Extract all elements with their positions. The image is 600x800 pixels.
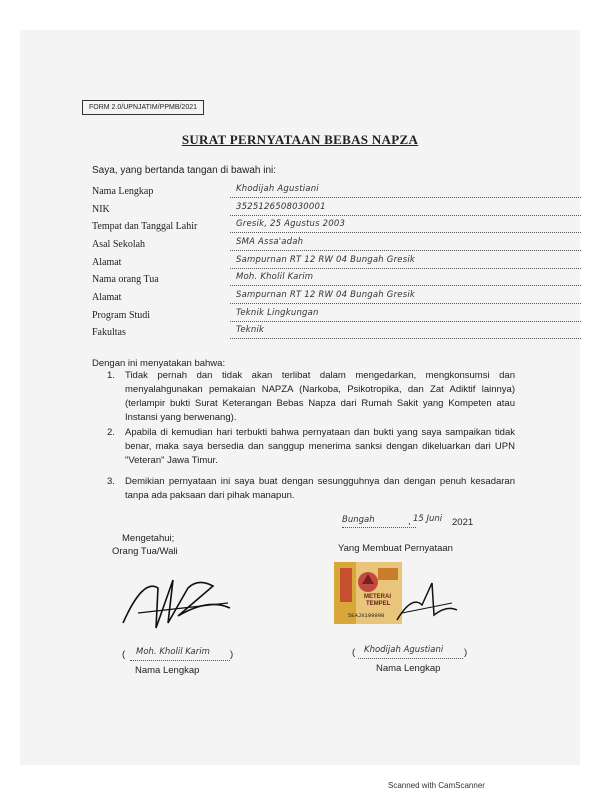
statement-item [107,369,515,425]
field-value: SMA Assa'adah [230,237,581,251]
sign-date: 15 Juni [413,514,443,524]
field-value: Sampurnan RT 12 RW 04 Bungah Gresik [230,255,581,269]
sign-year: 2021 [452,517,474,528]
place-line [342,527,416,528]
field-value: Khodijah Agustiani [230,184,581,198]
field-label: Alamat [92,292,122,303]
field-label: Alamat [92,257,122,268]
field-value: Gresik, 25 Agustus 2003 [230,219,581,233]
field-value: Teknik Lingkungan [230,308,581,322]
field-label: Nama Lengkap [92,186,154,197]
guardian-name-caption: Nama Lengkap [135,665,200,676]
field-label: Nama orang Tua [92,274,159,285]
statement-item [107,426,515,468]
field-label: Tempat dan Tanggal Lahir [92,221,198,232]
statement-intro: Dengan ini menyatakan bahwa: [92,358,226,369]
stamp-text-2: TEMPEL [366,601,391,607]
declarant-signature [392,575,462,630]
field-label: Fakultas [92,327,126,338]
item-number: 1. [107,370,115,381]
guardian-signature [118,568,238,638]
stamp-text-1: METERAI [364,594,391,600]
declarant-name: Khodijah Agustiani [364,645,444,655]
document-title: SURAT PERNYATAAN BEBAS NAPZA [181,132,419,147]
field-label: Program Studi [92,310,151,321]
close-paren: ) [230,649,234,660]
comma: , [408,516,411,527]
declarant-name-caption: Nama Lengkap [376,663,441,674]
form-code: FORM 2.0/UPNJATIM/PPMB/2021 [82,100,204,115]
open-paren-right: ( [352,647,356,658]
stamp-code: 5EAJX199998 [348,612,385,619]
field-label: NIK [92,204,110,215]
guardian-name-line [130,660,230,661]
field-label: Asal Sekolah [92,239,146,250]
scanner-watermark: Scanned with CamScanner [388,781,485,790]
item-text: Tidak pernah dan tidak akan terlibat dalam mengedarkan, mengkonsumsi dan menyalahgunakan pemakaian NAPZA (Narkoba, Psikotropika, dan Zat Adiktif lainnya) (terlampir bukti Surat Keterangan Bebas Napza dari Rumah Sakit yang Kompeten atau Instansi yang berwenang). [125,370,515,423]
open-paren: ( [122,649,126,660]
known-by-label: Mengetahui; [122,533,175,544]
guardian-name: Moh. Kholil Karim [136,647,210,657]
field-value: 3525126508030001 [230,202,581,216]
declarant-name-line [358,658,463,659]
item-text: Apabila di kemudian hari terbukti bahwa pernyataan dan bukti yang saya sampaikan tidak benar, maka saya bersedia dan sanggup menerima sanksi dengan dikeluarkan dari UPN "Veteran" Jawa Timur. [125,427,515,466]
item-number: 3. [107,476,115,487]
field-value: Moh. Kholil Karim [230,272,581,286]
sign-place: Bungah [342,515,375,525]
statement-item [107,475,515,503]
intro-text: Saya, yang bertanda tangan di bawah ini: [92,165,277,176]
declarant-heading: Yang Membuat Pernyataan [338,543,453,554]
close-paren-right: ) [464,647,468,658]
guardian-label: Orang Tua/Wali [112,546,178,557]
item-number: 2. [107,427,115,438]
item-text: Demikian pernyataan ini saya buat dengan sesungguhnya dan dengan penuh kesadaran tanpa ada paksaan dari pihak manapun. [125,476,515,501]
field-value: Teknik [230,325,581,339]
field-value: Sampurnan RT 12 RW 04 Bungah Gresik [230,290,581,304]
